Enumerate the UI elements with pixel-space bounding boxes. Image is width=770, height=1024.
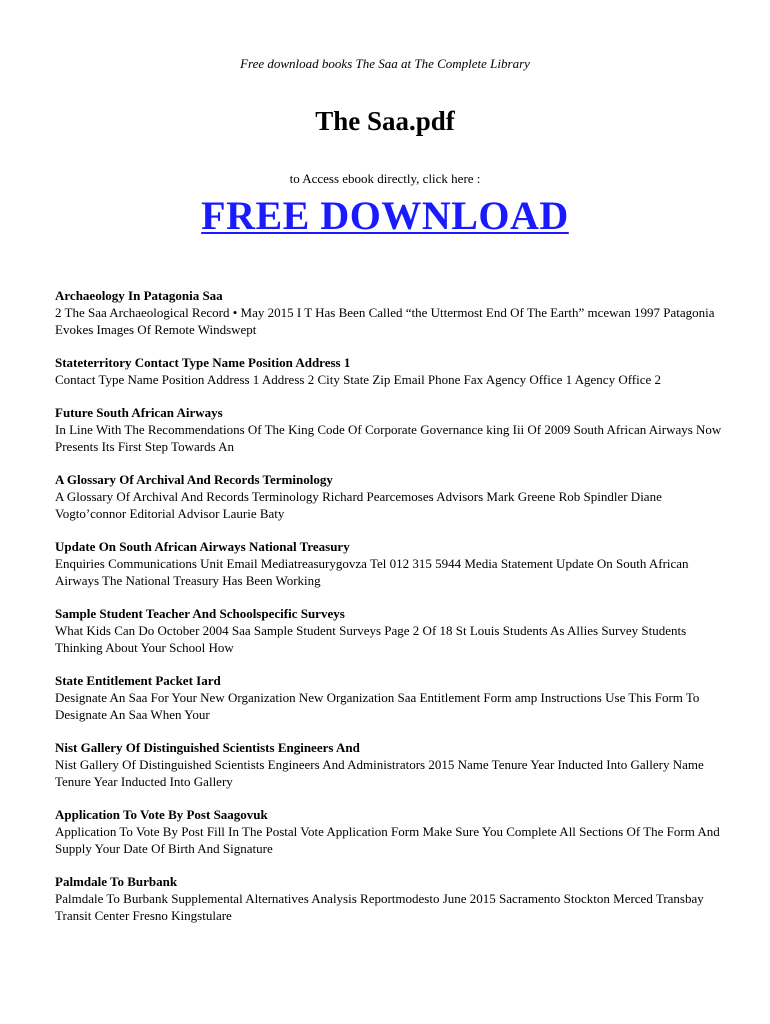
entry-title: A Glossary Of Archival And Records Terminology [55, 472, 333, 487]
document-title: The Saa.pdf [315, 106, 455, 136]
entry-description: Contact Type Name Position Address 1 Address 2 City State Zip Email Phone Fax Agency Office 1 Agency Office 2 [55, 372, 662, 387]
entry-description: Designate An Saa For Your New Organization New Organization Saa Entitlement Form amp Instructions Use This Form To Designate An Saa When Your [55, 690, 700, 722]
header-note: Free download books The Saa at The Complete Library [240, 56, 530, 71]
entry-description: 2 The Saa Archaeological Record • May 2015 I T Has Been Called “the Uttermost End Of The Earth” mcewan 1997 Patagonia Evokes Images Of Remote Windswept [55, 305, 715, 337]
list-item [55, 287, 725, 338]
list-item [55, 605, 725, 656]
entry-description: Application To Vote By Post Fill In The Postal Vote Application Form Make Sure You Complete All Sections Of The Form And Supply Your Date Of Birth And Signature [55, 824, 720, 856]
entry-description: Palmdale To Burbank Supplemental Alternatives Analysis Reportmodesto June 2015 Sacramento Stockton Merced Transbay Transit Center Fresno Kingstulare [55, 891, 704, 923]
entry-title: Application To Vote By Post Saagovuk [55, 807, 268, 822]
entry-description: Enquiries Communications Unit Email Mediatreasurygovza Tel 012 315 5944 Media Statement Update On South African Airways The National Treasury Has Been Working [55, 556, 689, 588]
entry-title: Nist Gallery Of Distinguished Scientists Engineers And [55, 740, 360, 755]
list-item [55, 404, 725, 455]
entry-title: State Entitlement Packet Iard [55, 673, 221, 688]
entry-title: Future South African Airways [55, 405, 223, 420]
list-item [55, 538, 725, 589]
entry-description: In Line With The Recommendations Of The King Code Of Corporate Governance king Iii Of 2009 South African Airways Now Presents Its First Step Towards An [55, 422, 722, 454]
entry-title: Archaeology In Patagonia Saa [55, 288, 223, 303]
entry-description: A Glossary Of Archival And Records Terminology Richard Pearcemoses Advisors Mark Greene Rob Spindler Diane Vogto’connor Editorial Advisor Laurie Baty [55, 489, 662, 521]
list-item [55, 471, 725, 522]
list-item [55, 806, 725, 857]
entry-title: Sample Student Teacher And Schoolspecific Surveys [55, 606, 345, 621]
list-item [55, 672, 725, 723]
entry-title: Palmdale To Burbank [55, 874, 178, 889]
entry-title: Stateterritory Contact Type Name Position Address 1 [55, 355, 351, 370]
entry-description: Nist Gallery Of Distinguished Scientists Engineers And Administrators 2015 Name Tenure Year Inducted Into Gallery Name Tenure Year Inducted Into Gallery [55, 757, 704, 789]
entry-description: What Kids Can Do October 2004 Saa Sample Student Surveys Page 2 Of 18 St Louis Students As Allies Survey Students Thinking About Your School How [55, 623, 687, 655]
entry-title: Update On South African Airways National Treasury [55, 539, 350, 554]
list-item [55, 739, 725, 790]
list-item [55, 354, 725, 388]
entry-list [55, 287, 725, 940]
access-instruction: to Access ebook directly, click here : [289, 171, 481, 186]
free-download-link[interactable]: FREE DOWNLOAD [201, 193, 569, 238]
list-item [55, 873, 725, 924]
